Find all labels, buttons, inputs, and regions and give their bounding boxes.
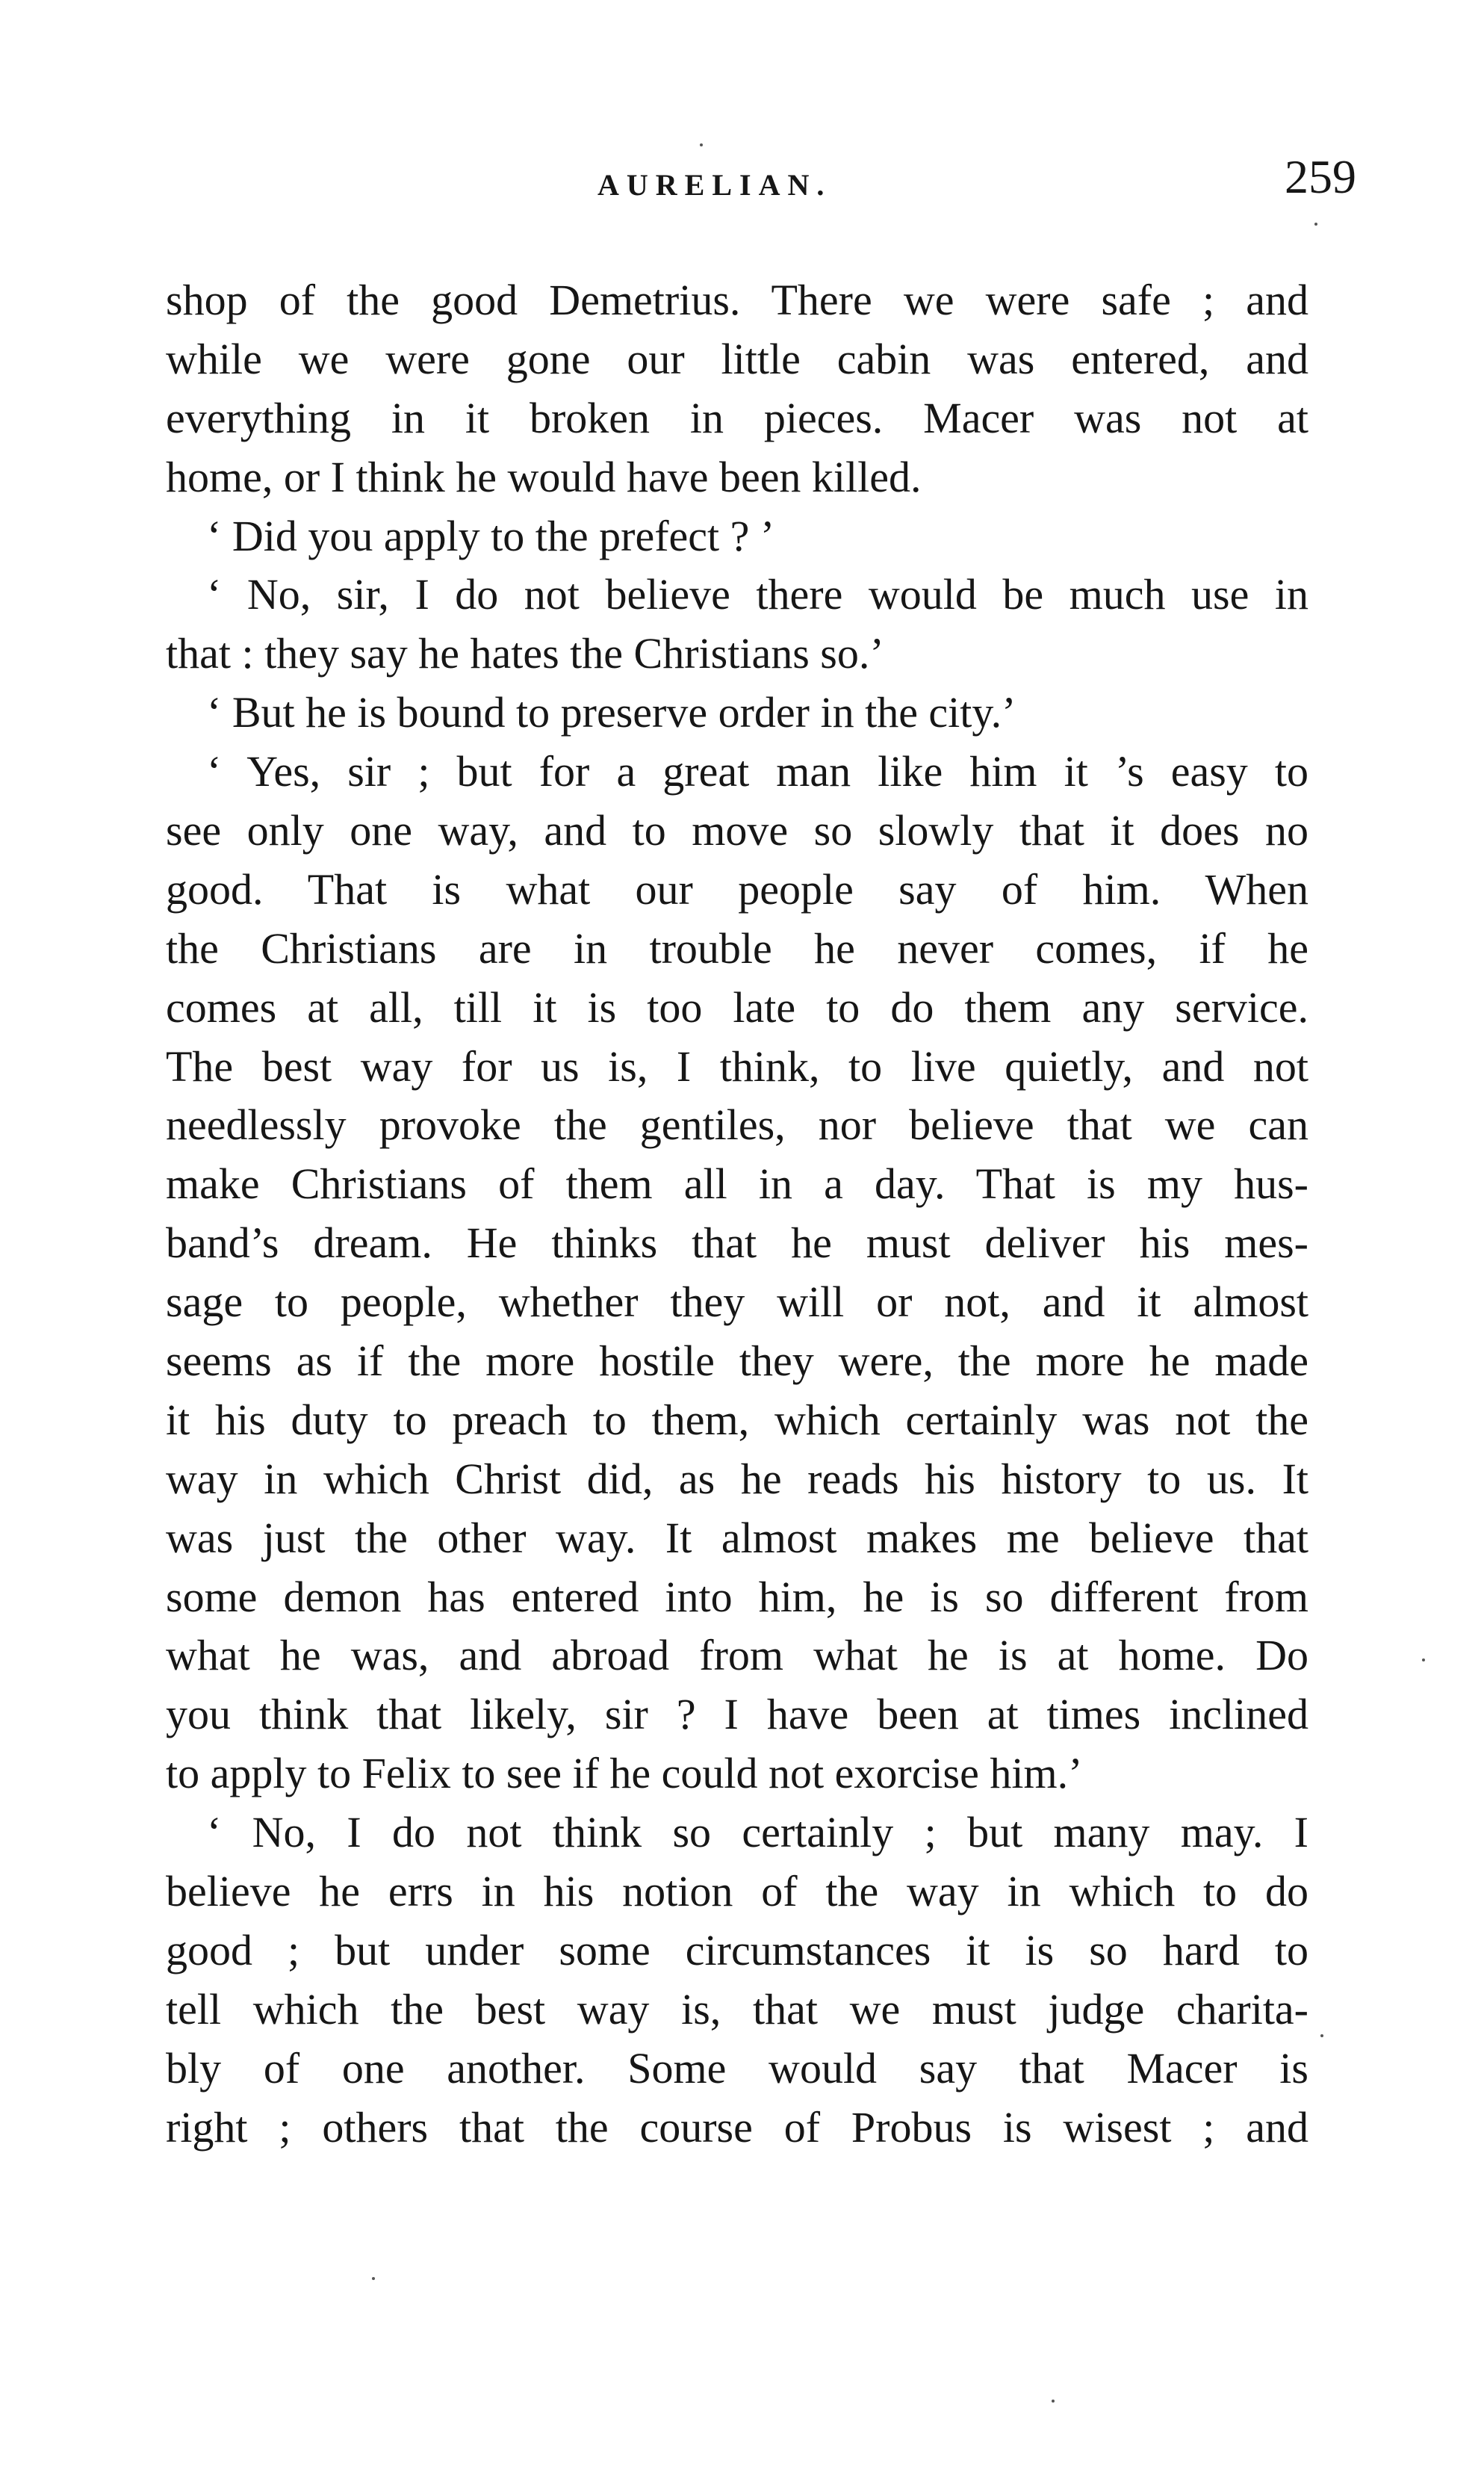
ink-speck [700,143,703,146]
ink-speck [1052,2400,1055,2403]
text-line: tell which the best way is, that we must judge charita- [166,1984,1308,2033]
text-line: believe he errs in his notion of the way in which to do [166,1867,1308,1916]
text-line: see only one way, and to move so slowly that it does no [166,806,1308,855]
text-line: some demon has entered into him, he is so different from [166,1572,1308,1621]
text-line: to apply to Felix to see if he could not exorcise him.’ [166,1749,1083,1798]
ink-speck [1422,1658,1425,1661]
text-line: sage to people, whether they will or not, and it almost [166,1277,1308,1327]
text-line: way in which Christ did, as he reads his history to us. It [166,1454,1308,1503]
text-line: ‘ But he is bound to preserve order in the city.’ [207,688,1016,737]
text-line: everything in it broken in pieces. Macer was not at [166,393,1308,442]
text-line: seems as if the more hostile they were, the more he made [166,1336,1308,1386]
text-line: while we were gone our little cabin was entered, and [166,334,1308,383]
text-line: bly of one another. Some would say that Macer is [166,2043,1308,2093]
text-line: ‘ Yes, sir ; but for a great man like him it ’s easy to [207,747,1308,796]
text-line: that : they say he hates the Christians so.’ [166,629,884,678]
text-line: good. That is what our people say of him. When [166,864,1308,914]
text-line: ‘ No, sir, I do not believe there would be much use in [207,570,1308,619]
text-line: it his duty to preach to them, which certainly was not the [166,1395,1308,1444]
text-line: band’s dream. He thinks that he must deliver his mes- [166,1218,1308,1268]
text-line: right ; others that the course of Probus is wisest ; and [166,2102,1308,2152]
text-line: comes at all, till it is too late to do them any service. [166,982,1308,1032]
text-line: needlessly provoke the gentiles, nor believe that we can [166,1100,1308,1150]
ink-speck [372,2277,375,2280]
running-title: AURELIAN. [597,168,832,202]
text-line: good ; but under some circumstances it is so hard to [166,1925,1308,1974]
text-line: shop of the good Demetrius. There we were safe ; and [166,276,1308,324]
text-line: you think that likely, sir ? I have been at times inclined [166,1690,1308,1739]
body-text [166,271,1308,2158]
page-number: 259 [1285,150,1356,203]
text-line: home, or I think he would have been killed. [166,452,922,501]
text-line: The best way for us is, I think, to live quietly, and not [166,1041,1308,1091]
text-line: was just the other way. It almost makes me believe that [166,1513,1308,1562]
text-line: the Christians are in trouble he never comes, if he [166,923,1308,973]
ink-speck [1314,223,1317,226]
text-line: what he was, and abroad from what he is at home. Do [166,1631,1308,1680]
text-line: ‘ Did you apply to the prefect ? ’ [207,511,775,560]
ink-speck [1320,2034,1323,2037]
text-line: make Christians of them all in a day. That is my hus- [166,1159,1308,1209]
text-line: ‘ No, I do not think so certainly ; but many may. I [207,1808,1308,1857]
